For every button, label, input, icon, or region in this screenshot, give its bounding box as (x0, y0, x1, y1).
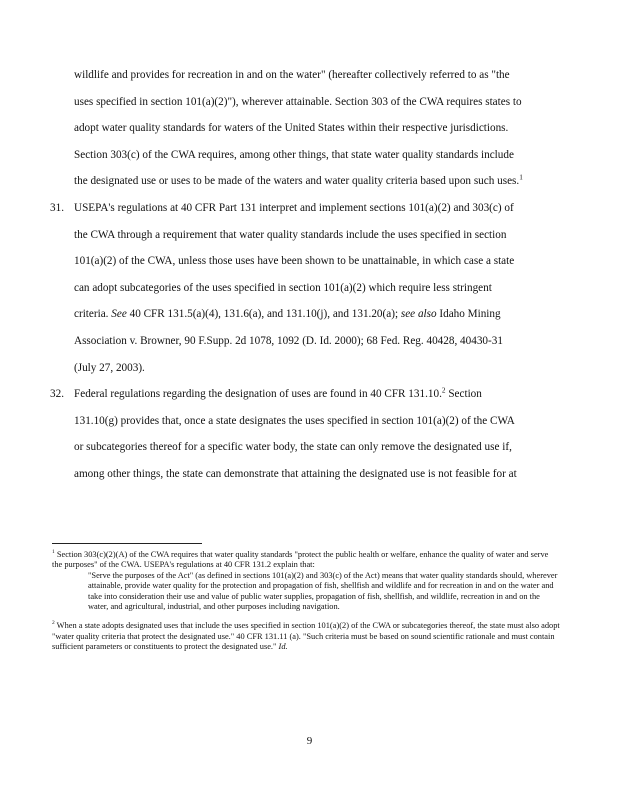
footnote-1: $^1$ Section 303(c)(2)(A) of the CWA requires that water quality standards "protect the public health or welfare, enhance the quality of water and serve the purposes" of the CWA. USEPA's regulations at 40 CFR 131.2 explain that: "Serve the purposes of the Act" (as defined in sections 101(a)(2) and 303(c) of the Act) means that water quality standards should, wherever attainable, provide water quality for the protection and propagation of fish, shellfish and wildlife and for recreation in and on the water and take into consideration their use and value of public water supplies, propagation of fish, shellfish, and wildlife, recreation in and on the water, and agricultural, industrial, and other purposes including navigation. (52, 550, 560, 612)
footnote-marker: 1 (52, 549, 55, 556)
continuation-paragraph (50, 62, 570, 195)
text-line: criteria. See 40 CFR 131.5(a)(4), 131.6(a), and 131.10(j), and 131.20(a); see also Idaho Mining (74, 308, 501, 321)
footnote-ref: 1 (519, 173, 523, 182)
text-line: (July 27, 2003). (74, 361, 145, 374)
footnotes (52, 543, 560, 662)
footnote-marker: 2 (52, 620, 55, 627)
paragraph-number: 32. (50, 388, 64, 401)
citation: Id. (278, 642, 288, 652)
paragraph-number: 31. (50, 201, 64, 214)
text-line: USEPA's regulations at 40 CFR Part 131 interpret and implement sections 101(a)(2) and 303(c) of (74, 201, 514, 214)
text-line: the designated use or uses to be made of the waters and water quality criteria based upon such uses.$^1$ (74, 173, 523, 188)
text-line: Federal regulations regarding the designation of uses are found in 40 CFR 131.10.$^2$ Section (74, 386, 482, 401)
paragraph-32 (50, 381, 570, 487)
footnote-divider (52, 543, 202, 544)
text-line: 131.10(g) provides that, once a state designates the uses specified in section 101(a)(2) of the CWA (74, 414, 515, 427)
footnote-2: $^2$ When a state adopts designated uses that include the uses specified in section 101(a)(2) of the CWA or subcategories thereof, the state must also adopt "water quality criteria that protect the designated use." 40 CFR 131.11 (a). "Such criteria must be based on sound scientific rationale and must contain sufficient parameters or constituents to protect the designated use." Id. (52, 620, 560, 652)
footnote-quote: "Serve the purposes of the Act" (as defined in sections 101(a)(2) and 303(c) of the Act) means that water quality standards should, wherever attainable, provide water quality for the protection and propagation of fish, shellfish and wildlife and for recreation in and on the water and take into consideration their use and value of public water supplies, propagation of fish, shellfish, and wildlife, recreation in and on the water, and agricultural, industrial, and other purposes including navigation. (88, 570, 558, 612)
text-line: adopt water quality standards for waters of the United States within their respective jurisdictions. (74, 122, 509, 135)
text-line: Association v. Browner, 90 F.Supp. 2d 1078, 1092 (D. Id. 2000); 68 Fed. Reg. 40428, 40430-31 (74, 334, 503, 347)
body-text (50, 62, 570, 488)
page-number: 9 (306, 735, 313, 747)
text-line: wildlife and provides for recreation in and on the water" (hereafter collectively referred to as "the (74, 69, 510, 81)
text-line: or subcategories thereof for a specific water body, the state can only remove the designated use if, (74, 441, 512, 454)
text-line: the CWA through a requirement that water quality standards include the uses specified in section (74, 228, 507, 241)
footnote-ref: 2 (441, 386, 446, 395)
paragraph-31 (50, 195, 570, 381)
text-line: 101(a)(2) of the CWA, unless those uses have been shown to be unattainable, in which case a state (74, 255, 515, 268)
text-line: Section 303(c) of the CWA requires, among other things, that state water quality standards include (74, 148, 514, 161)
text-line: among other things, the state can demonstrate that attaining the designated use is not feasible for at (74, 467, 517, 480)
text-line: can adopt subcategories of the uses specified in section 101(a)(2) which require less stringent (74, 281, 492, 294)
text-line: uses specified in section 101(a)(2)"), wherever attainable. Section 303 of the CWA requires states to (74, 95, 522, 108)
